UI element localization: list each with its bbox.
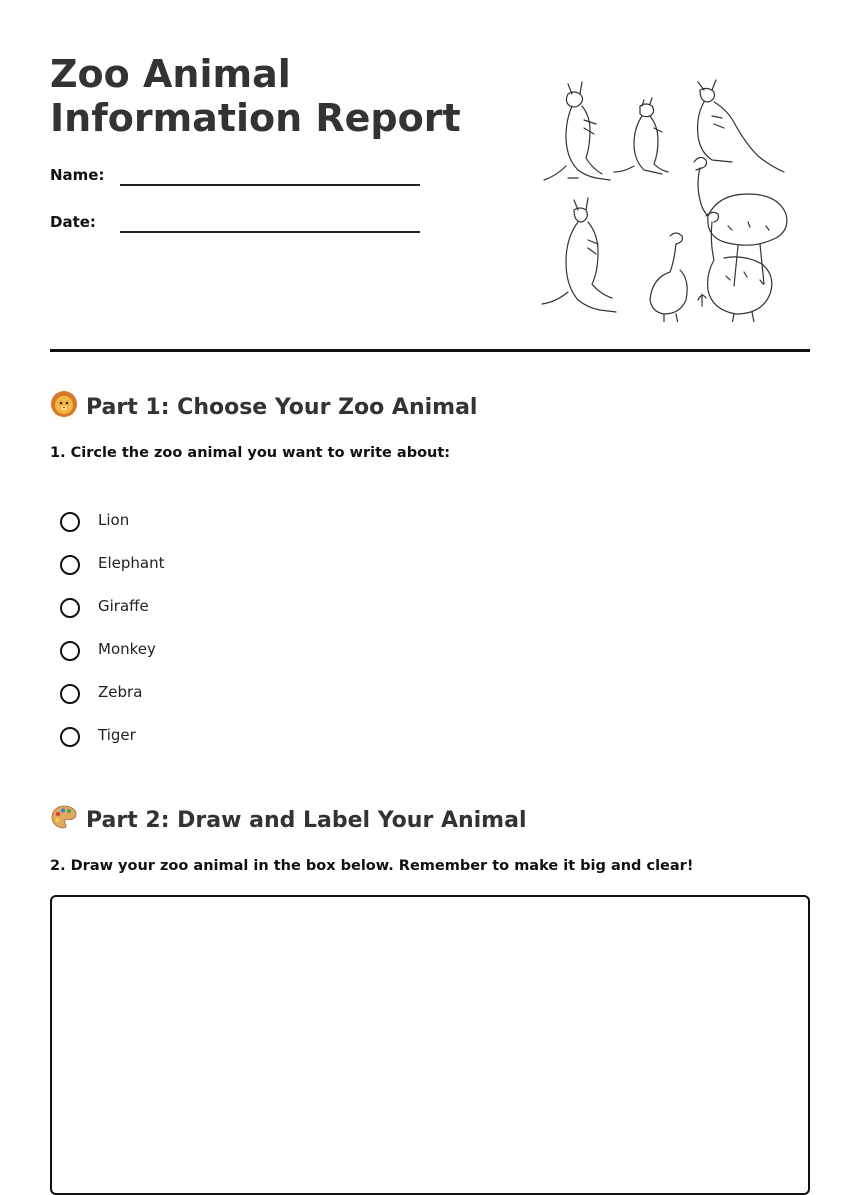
option-tiger[interactable] xyxy=(60,715,460,758)
lion-face-icon xyxy=(50,390,78,418)
date-write-line[interactable] xyxy=(120,231,420,233)
option-lion[interactable] xyxy=(60,500,460,543)
option-zebra[interactable] xyxy=(60,672,460,715)
date-field[interactable] xyxy=(50,213,430,243)
radio-circle[interactable] xyxy=(60,727,80,747)
date-label: Date: xyxy=(50,213,96,231)
kangaroo-drawing-1 xyxy=(544,82,610,180)
animal-options-list xyxy=(60,500,460,758)
part2-heading xyxy=(50,803,527,835)
option-giraffe[interactable] xyxy=(60,586,460,629)
option-monkey[interactable] xyxy=(60,629,460,672)
name-write-line[interactable] xyxy=(120,184,420,186)
part1-heading xyxy=(50,390,477,422)
page-title: Zoo Animal Information Report xyxy=(50,52,461,140)
option-label: Lion xyxy=(98,511,130,529)
name-label: Name: xyxy=(50,166,105,184)
worksheet-page xyxy=(50,0,810,1161)
option-elephant[interactable] xyxy=(60,543,460,586)
part1-heading-text: Part 1: Choose Your Zoo Animal xyxy=(86,395,478,420)
option-label: Zebra xyxy=(98,683,143,701)
option-label: Elephant xyxy=(98,554,165,572)
question-2: 2. Draw your zoo animal in the box below. Remember to make it big and clear! xyxy=(50,858,694,874)
emu-chick-drawing xyxy=(650,233,687,322)
kangaroo-drawing-4 xyxy=(542,198,616,312)
option-label: Giraffe xyxy=(98,597,149,615)
header-divider xyxy=(50,349,810,352)
option-label: Monkey xyxy=(98,640,156,658)
question-1: 1. Circle the zoo animal you want to write about: xyxy=(50,445,451,461)
kangaroo-drawing-3 xyxy=(698,80,784,172)
part2-heading-text: Part 2: Draw and Label Your Animal xyxy=(86,808,527,833)
radio-circle[interactable] xyxy=(60,684,80,704)
radio-circle[interactable] xyxy=(60,555,80,575)
radio-circle[interactable] xyxy=(60,598,80,618)
emu-drawing-1 xyxy=(694,157,787,286)
radio-circle[interactable] xyxy=(60,512,80,532)
drawing-box[interactable] xyxy=(50,895,810,1195)
palette-icon xyxy=(50,803,78,831)
radio-circle[interactable] xyxy=(60,641,80,661)
option-label: Tiger xyxy=(98,726,136,744)
kangaroo-emu-illustration xyxy=(538,76,800,322)
kangaroo-drawing-2 xyxy=(614,98,668,174)
name-field[interactable] xyxy=(50,166,430,196)
